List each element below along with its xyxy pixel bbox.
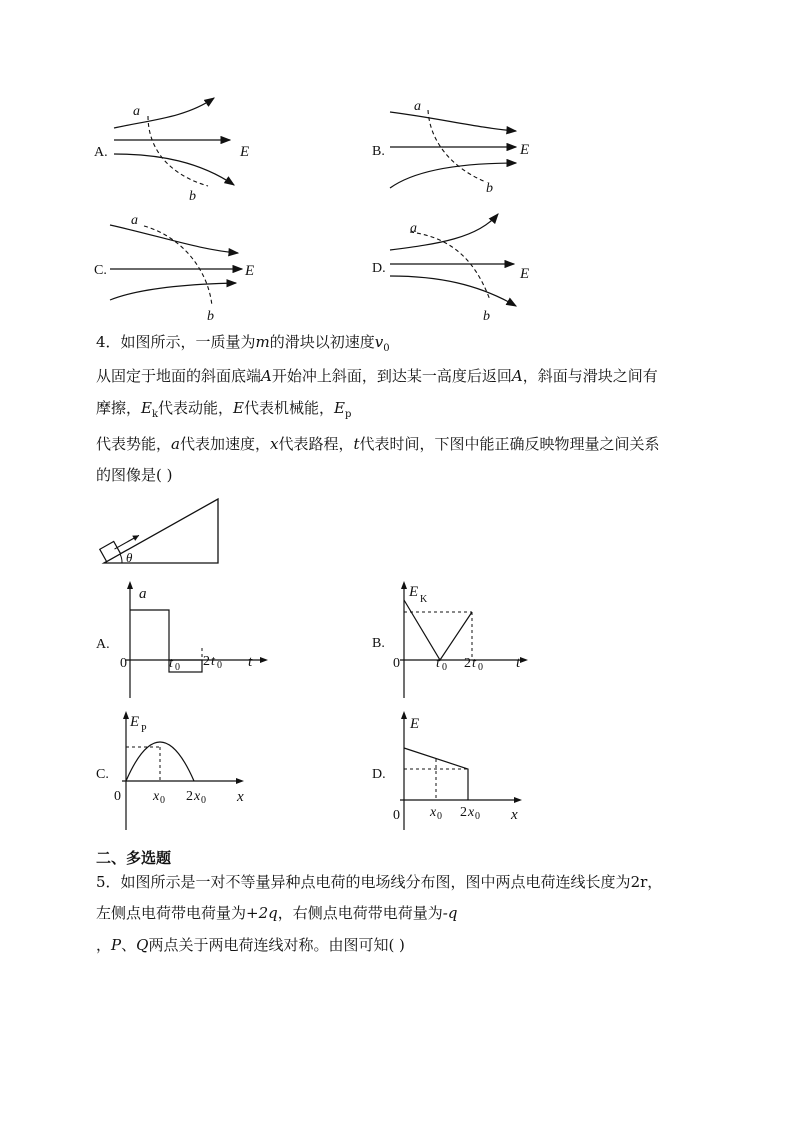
text-segment: 5．如图所示是一对不等量异种点电荷的电场线分布图，图中两点电荷连线长度为 [96, 873, 631, 891]
x-axis-label: t [516, 655, 521, 671]
point-a-label: a [410, 221, 417, 236]
option-label: C. [96, 767, 109, 782]
tick-subscript: 0 [217, 660, 222, 671]
var-m: m [255, 333, 270, 351]
slider-block [100, 541, 121, 561]
charge-right: -q [442, 904, 458, 922]
text-segment: 代表机械能， [244, 399, 335, 417]
graph-a [90, 578, 270, 703]
text-segment: 、 [121, 936, 137, 954]
text-segment: 两点关于两电荷连线对称。由图可知( ) [148, 936, 405, 954]
field-line-lower [390, 163, 516, 188]
tick-label: x [468, 805, 475, 820]
subscript: p [344, 409, 352, 420]
option-label: D. [372, 261, 386, 276]
tick-label: x [430, 805, 437, 820]
q3-option-c-figure [90, 208, 265, 323]
text-segment: 开始冲上斜面，到达某一高度后返回 [271, 367, 512, 385]
var-a-point: A [511, 367, 523, 385]
option-label: A. [94, 145, 108, 160]
angle-arc [120, 554, 122, 563]
tick-label: 2 [464, 656, 471, 671]
text-segment: ，斜面与滑块之间有 [522, 367, 658, 385]
text-segment: 的图像是( ) [96, 466, 173, 484]
x-axis-label: t [248, 654, 253, 670]
var-x: x [269, 435, 279, 453]
field-e-label: E [520, 142, 530, 158]
origin-label: 0 [114, 789, 121, 804]
trajectory-dashed [144, 226, 212, 306]
tick-subscript: 0 [478, 662, 483, 673]
field-line-lower [390, 276, 516, 306]
field-line-upper [114, 98, 214, 128]
tick-subscript: 0 [442, 662, 447, 673]
var-v: v [374, 333, 384, 351]
tick-subscript: 0 [437, 811, 442, 822]
point-b-label: b [207, 309, 214, 324]
var-q: Q [136, 936, 149, 954]
text-segment: ， [96, 936, 112, 954]
field-line-lower [110, 283, 236, 300]
q4-line-1 [96, 332, 390, 359]
y-axis-label: E [130, 714, 140, 730]
var-e: E [334, 399, 345, 417]
tick-label: 2 [186, 789, 193, 804]
y-axis-subscript: P [141, 724, 147, 735]
field-line-upper [390, 112, 516, 131]
point-a-label: a [133, 104, 140, 119]
section-heading: 二、多选题 [96, 849, 172, 867]
tick-subscript: 0 [160, 795, 165, 806]
text-segment: 4．如图所示，一质量为 [96, 333, 256, 351]
var-a-point: A [261, 367, 272, 385]
x-axis-label: x [511, 807, 518, 823]
tick-label: x [194, 789, 201, 804]
q3-option-d-figure [368, 208, 543, 323]
trajectory-dashed [148, 116, 208, 186]
text-segment: ，右侧点电荷带电荷量为 [277, 904, 443, 922]
tick-label: t [472, 656, 476, 671]
tick-label: t [211, 654, 215, 669]
option-label: B. [372, 636, 385, 651]
trajectory-dashed [410, 232, 490, 300]
origin-label: 0 [393, 656, 400, 671]
graph-d [368, 708, 543, 833]
field-line-upper [110, 225, 238, 253]
tick-subscript: 0 [175, 662, 180, 673]
field-e-label: E [520, 266, 530, 282]
trajectory-dashed [428, 110, 486, 182]
q5-line-1 [96, 872, 662, 892]
point-b-label: b [486, 181, 493, 196]
q3-option-b-figure [368, 90, 543, 205]
point-b-label: b [483, 309, 490, 324]
q5-line-3 [96, 935, 405, 955]
var-t: t [353, 435, 360, 453]
text-segment: 代表路程， [278, 435, 354, 453]
incline-figure [94, 496, 224, 568]
graph-b [368, 578, 548, 703]
text-segment: 代表时间，下图中能正确反映物理量之间关系 [359, 435, 660, 453]
text-segment: ， [647, 873, 663, 891]
tick-subscript: 0 [475, 811, 480, 822]
tick-label: t [436, 656, 440, 671]
field-line-upper [390, 214, 498, 250]
graph-c [90, 708, 265, 833]
text-segment: 摩擦， [96, 399, 142, 417]
origin-label: 0 [120, 656, 127, 671]
angle-theta-label: θ [126, 550, 133, 565]
var-p: P [111, 936, 122, 954]
field-e-label: E [240, 144, 250, 160]
incline-triangle [104, 499, 218, 563]
graph-line [130, 610, 169, 660]
tick-subscript: 0 [201, 795, 206, 806]
subscript: k [151, 409, 159, 420]
subscript: 0 [383, 343, 390, 354]
q5-line-2 [96, 903, 457, 923]
q4-line-4 [96, 434, 660, 454]
y-axis-subscript: K [420, 594, 428, 605]
point-b-label: b [189, 189, 196, 204]
option-label: C. [94, 263, 107, 278]
y-axis-label: a [139, 586, 147, 602]
var-e: E [233, 399, 244, 417]
text-segment: 左侧点电荷带电荷量为 [96, 904, 247, 922]
length-value: 2r [630, 873, 648, 891]
x-axis-label: x [237, 789, 244, 805]
option-label: A. [96, 637, 110, 652]
q3-option-a-figure [90, 90, 265, 205]
point-a-label: a [414, 99, 421, 114]
text-segment: 代表势能， [96, 435, 172, 453]
text-segment: 的滑块以初速度 [269, 333, 375, 351]
text-segment: 代表加速度， [179, 435, 270, 453]
tick-label: 2 [460, 805, 467, 820]
origin-label: 0 [393, 808, 400, 823]
option-label: D. [372, 767, 386, 782]
q4-line-2 [96, 366, 658, 386]
field-e-label: E [245, 263, 255, 279]
text-segment: 从固定于地面的斜面底端 [96, 367, 262, 385]
tick-label: 2 [203, 654, 210, 669]
y-axis-label: E [409, 584, 419, 600]
tick-label: t [169, 656, 173, 671]
q4-line-5 [96, 465, 172, 485]
text-segment: 代表动能， [158, 399, 234, 417]
tick-label: x [153, 789, 160, 804]
var-a: a [171, 435, 180, 453]
var-e: E [141, 399, 152, 417]
field-line-lower [114, 154, 234, 185]
y-axis-label: E [410, 716, 420, 732]
graph-negative-segment [169, 660, 202, 672]
q4-line-3 [96, 398, 351, 425]
point-a-label: a [131, 213, 138, 228]
option-label: B. [372, 144, 385, 159]
charge-left: +2q [246, 904, 278, 922]
graph-line [404, 600, 472, 660]
